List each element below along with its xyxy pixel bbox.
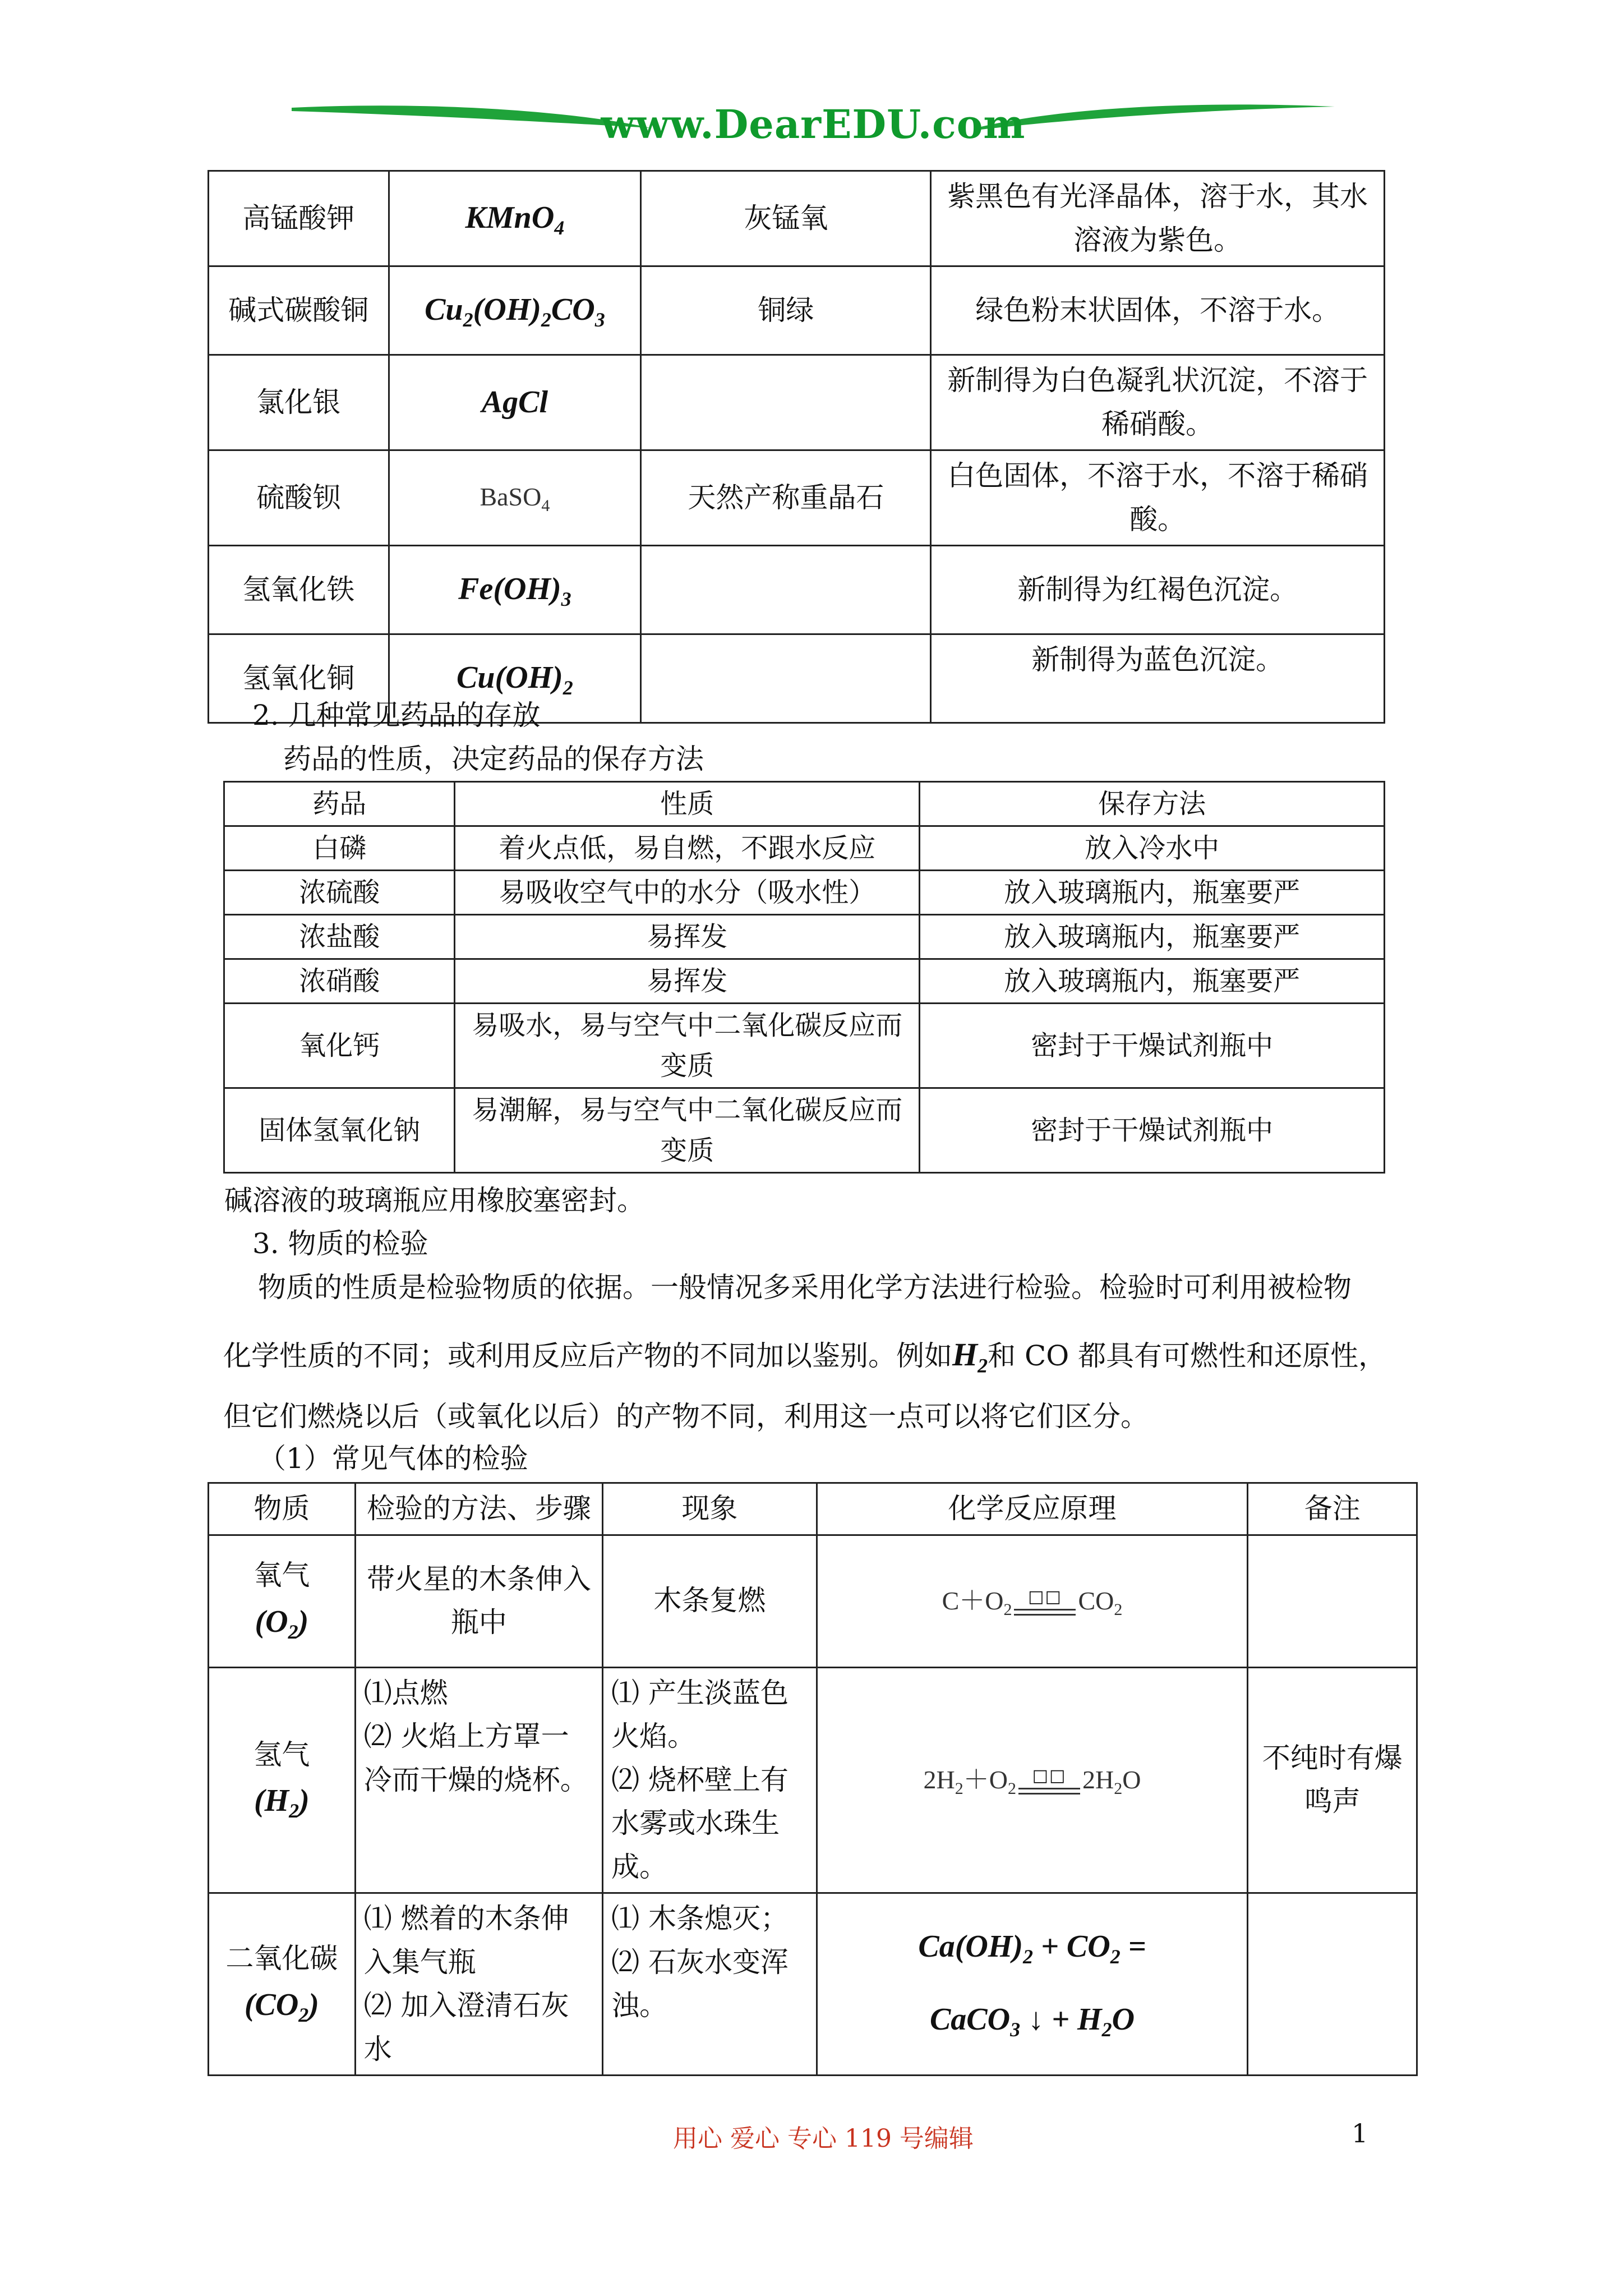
gas-table-head	[209, 1483, 1417, 1535]
condition-boxes: □□	[1032, 1766, 1067, 1786]
table-row	[209, 171, 1385, 266]
equals-sign	[1018, 1788, 1080, 1795]
test-phenomenon: ⑴ 产生淡蓝色火焰。 ⑵ 烧杯壁上有水雾或水珠生成。	[603, 1667, 817, 1893]
column-header: 保存方法	[920, 782, 1385, 826]
equation-left: $C+O_2$	[942, 1586, 1012, 1619]
test-method: ⑴ 燃着的木条伸入集气瓶 ⑵ 加入澄清石灰水	[355, 1893, 602, 2076]
equation-left: $2H_2+O_2$	[923, 1765, 1016, 1798]
test-phenomenon: 木条复燃	[603, 1535, 817, 1667]
reaction-condition	[1018, 1768, 1080, 1795]
storage-method: 密封于干燥试剂瓶中	[920, 1004, 1385, 1088]
compound-name: 氢氧化铜	[209, 634, 389, 723]
storage-table-body	[224, 826, 1385, 1173]
gas-table-body	[209, 1535, 1417, 2076]
gas-name: 二氧化碳	[225, 1942, 338, 1975]
storage-table	[223, 781, 1385, 1174]
compound-desc: 紫黑色有光泽晶体，溶于水，其水溶液为紫色。	[931, 171, 1385, 266]
drug-name: 白磷	[224, 826, 455, 871]
table-row	[224, 1004, 1385, 1088]
compound-alias	[641, 355, 931, 450]
section3-para-line1: 物质的性质是检验物质的依据。一般情况多采用化学方法进行检验。检验时可利用被检物	[258, 1271, 1352, 1304]
test-note: 不纯时有爆鸣声	[1248, 1667, 1417, 1893]
table-row	[209, 546, 1385, 634]
drug-property: 易潮解，易与空气中二氧化碳反应而变质	[455, 1088, 920, 1173]
storage-method: 放入冷水中	[920, 826, 1385, 871]
table-row	[209, 355, 1385, 450]
compound-desc: 绿色粉末状固体，不溶于水。	[931, 266, 1385, 355]
compound-alias: 天然产称重晶石	[641, 450, 931, 546]
storage-table-head	[224, 782, 1385, 826]
storage-note: 碱溶液的玻璃瓶应用橡胶塞密封。	[224, 1184, 645, 1217]
compound-alias: 灰锰氧	[641, 171, 931, 266]
table-row	[209, 1535, 1417, 1667]
gas-name-cell	[209, 1667, 356, 1893]
section2-heading: 2. 几种常见药品的存放	[252, 699, 541, 731]
table-row	[224, 1088, 1385, 1173]
hydrogen-formula: $H_2$	[952, 1336, 988, 1377]
test-method: 带火星的木条伸入瓶中	[355, 1535, 602, 1667]
compound-name: 氢氧化铁	[209, 546, 389, 634]
compound-name: 硫酸钡	[209, 450, 389, 546]
equation-right: $CO_2$	[1078, 1586, 1123, 1619]
compound-table-body	[209, 171, 1385, 723]
section3-heading: 3. 物质的检验	[252, 1227, 428, 1260]
gas-formula: $(H_2)$	[253, 1783, 310, 1823]
table-row	[224, 826, 1385, 871]
gas-test-table	[208, 1482, 1418, 2076]
gas-formula: $(CO_2)$	[244, 1987, 319, 2026]
section2-intro: 药品的性质，决定药品的保存方法	[283, 743, 704, 775]
reaction-equation	[817, 1667, 1248, 1893]
drug-property: 易挥发	[455, 915, 920, 959]
section3-para-line2	[223, 1332, 1386, 1380]
compound-name: 高锰酸钾	[209, 171, 389, 266]
table-row	[224, 871, 1385, 915]
drug-property: 易吸收空气中的水分（吸水性）	[455, 871, 920, 915]
equation-right: $2H_2O$	[1082, 1765, 1141, 1798]
column-header: 现象	[603, 1483, 817, 1535]
drug-property: 易挥发	[455, 959, 920, 1004]
storage-method: 放入玻璃瓶内，瓶塞要严	[920, 915, 1385, 959]
gas-formula: $(O_2)$	[255, 1604, 309, 1643]
compound-alias	[641, 546, 931, 634]
equation-line2: CaCO$_3$ ↓ + $H_2O$	[929, 2002, 1135, 2041]
gas-name: 氢气	[253, 1738, 310, 1771]
compound-alias: 铜绿	[641, 266, 931, 355]
section3-subheading: （1）常见气体的检验	[258, 1442, 528, 1475]
compound-desc: 新制得为白色凝乳状沉淀，不溶于稀硝酸。	[931, 355, 1385, 450]
condition-boxes: □□	[1028, 1587, 1062, 1607]
table-header-row	[209, 1483, 1417, 1535]
section3-para-line3: 但它们燃烧以后（或氧化以后）的产物不同，利用这一点可以将它们区分。	[223, 1400, 1149, 1433]
para-text: 化学性质的不同；或利用反应后产物的不同加以鉴别。例如	[223, 1340, 952, 1372]
test-note	[1248, 1535, 1417, 1667]
para-text: 和 CO 都具有可燃性和还原性，	[988, 1340, 1387, 1372]
drug-name: 氧化钙	[224, 1004, 455, 1088]
compound-desc: 新制得为红褐色沉淀。	[931, 546, 1385, 634]
page-footer: 用心 爱心 专心 119 号编辑	[673, 2124, 974, 2153]
table-row	[209, 450, 1385, 546]
table-row	[209, 1667, 1417, 1893]
storage-method: 放入玻璃瓶内，瓶塞要严	[920, 959, 1385, 1004]
compound-name: 氯化银	[209, 355, 389, 450]
drug-name: 固体氢氧化钠	[224, 1088, 455, 1173]
drug-property: 易吸水，易与空气中二氧化碳反应而变质	[455, 1004, 920, 1088]
column-header: 备注	[1248, 1483, 1417, 1535]
compound-table	[208, 170, 1385, 724]
compound-formula: AgCl	[389, 355, 641, 450]
column-header: 检验的方法、步骤	[355, 1483, 602, 1535]
column-header: 药品	[224, 782, 455, 826]
compound-formula: KMnO$_4$	[389, 171, 641, 266]
compound-name: 碱式碳酸铜	[209, 266, 389, 355]
page-number: 1	[1352, 2118, 1368, 2148]
test-note	[1248, 1893, 1417, 2076]
storage-method: 密封于干燥试剂瓶中	[920, 1088, 1385, 1173]
drug-name: 浓盐酸	[224, 915, 455, 959]
equals-sign	[1014, 1609, 1076, 1616]
gas-name-cell	[209, 1535, 356, 1667]
table-row	[209, 266, 1385, 355]
table-row	[224, 959, 1385, 1004]
reaction-condition	[1014, 1589, 1076, 1616]
table-row	[209, 1893, 1417, 2076]
compound-desc: 新制得为蓝色沉淀。	[931, 634, 1385, 723]
compound-alias	[641, 634, 931, 723]
storage-method: 放入玻璃瓶内，瓶塞要严	[920, 871, 1385, 915]
test-method: ⑴点燃 ⑵ 火焰上方罩一冷而干燥的烧杯。	[355, 1667, 602, 1893]
column-header: 物质	[209, 1483, 356, 1535]
reaction-equation	[817, 1893, 1248, 2076]
column-header: 化学反应原理	[817, 1483, 1248, 1535]
reaction-equation	[817, 1535, 1248, 1667]
gas-name: 氧气	[253, 1559, 310, 1592]
compound-formula: BaSO$_4$	[389, 450, 641, 546]
test-phenomenon: ⑴ 木条熄灭； ⑵ 石灰水变浑浊。	[603, 1893, 817, 2076]
compound-desc: 白色固体，不溶于水，不溶于稀硝酸。	[931, 450, 1385, 546]
logo-text: www.DearEDU.com	[601, 101, 1026, 148]
drug-name: 浓硫酸	[224, 871, 455, 915]
compound-formula: $Cu(OH)_2$	[389, 634, 641, 723]
compound-formula: $Cu_2(OH)_2CO_3$	[389, 266, 641, 355]
table-header-row	[224, 782, 1385, 826]
column-header: 性质	[455, 782, 920, 826]
site-logo	[292, 84, 1335, 163]
drug-property: 着火点低，易自燃，不跟水反应	[455, 826, 920, 871]
compound-formula: $Fe(OH)_3$	[389, 546, 641, 634]
equation-line1: $Ca(OH)_2 + CO_2$ =	[918, 1929, 1146, 1968]
drug-name: 浓硝酸	[224, 959, 455, 1004]
table-row	[224, 915, 1385, 959]
gas-name-cell	[209, 1893, 356, 2076]
